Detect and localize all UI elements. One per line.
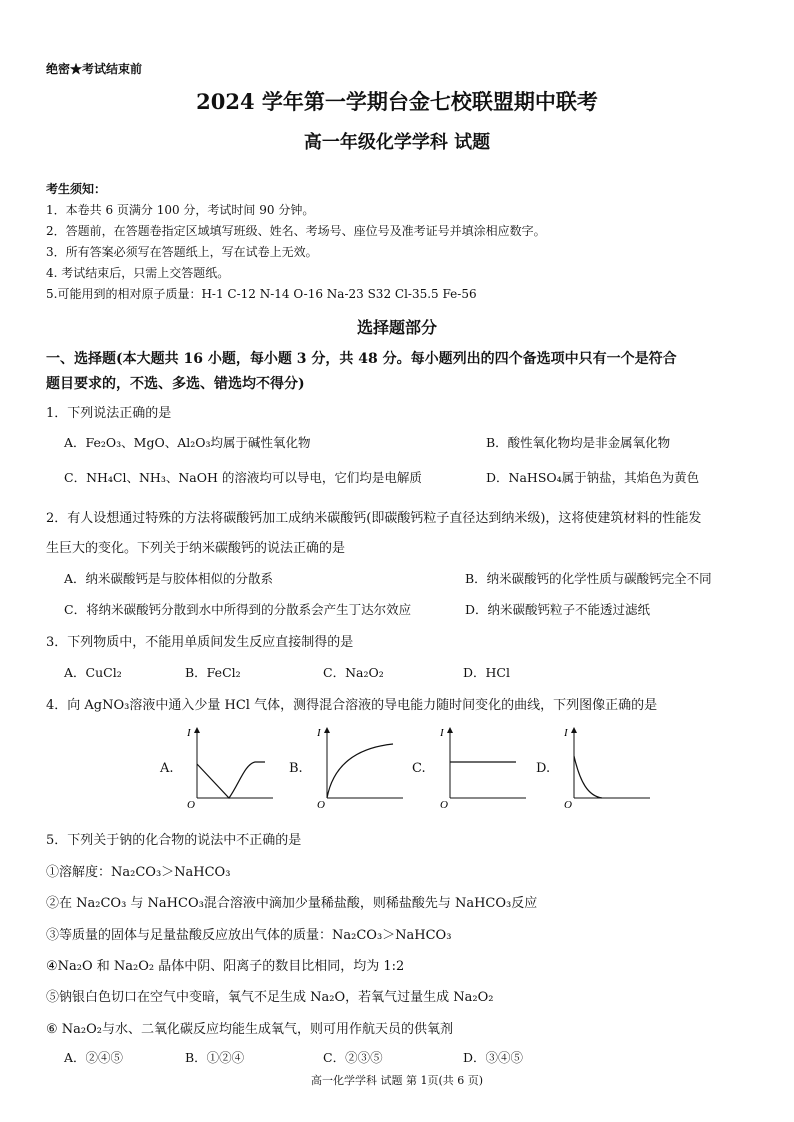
- note-item: 3．所有答案必须写在答题纸上，写在试卷上无效。: [46, 245, 318, 259]
- q2-option-b: B．纳米碳酸钙的化学性质与碳酸钙完全不同: [465, 571, 712, 586]
- q5-option-c: C．②③⑤: [323, 1050, 383, 1065]
- note-item: 4. 考试结束后，只需上交答题纸。: [46, 266, 230, 280]
- q4-graph-c-label: C.: [412, 761, 426, 776]
- q1-option-a: A．Fe₂O₃、MgO、Al₂O₃均属于碱性氧化物: [64, 435, 311, 450]
- q5-statement: ⑤钠银白色切口在空气中变暗，氧气不足生成 Na₂O，若氧气过量生成 Na₂O₂: [46, 990, 494, 1005]
- q5-statement: ③等质量的固体与足量盐酸反应放出气体的质量：Na₂CO₃＞NaHCO₃: [46, 928, 452, 943]
- q2-option-a: A．纳米碳酸钙是与胶体相似的分散系: [64, 571, 274, 586]
- note-item: 5.可能用到的相对原子质量：H-1 C-12 N-14 O-16 Na-23 S32 Cl-35.5 Fe-56: [46, 287, 477, 301]
- q5-statement: ①溶解度：Na₂CO₃＞NaHCO₃: [46, 865, 231, 880]
- q5-stem: 5．下列关于钠的化合物的说法中不正确的是: [46, 833, 302, 848]
- q5-statement: ④Na₂O 和 Na₂O₂ 晶体中阴、阳离子的数目比相同，均为 1:2: [46, 959, 405, 974]
- q4-graph-b: [315, 726, 405, 810]
- q5-statement: ⑥ Na₂O₂与水、二氧化碳反应均能生成氧气，则可用作航天员的供氧剂: [46, 1022, 453, 1037]
- q1-option-d: D．NaHSO₄属于钠盐，其焰色为黄色: [486, 470, 700, 485]
- y-axis-label: I: [564, 727, 568, 739]
- page-footer: 高一化学学科 试题 第 1页(共 6 页): [310, 1074, 484, 1087]
- curve: [574, 756, 602, 798]
- q5-option-d: D．③④⑤: [463, 1050, 524, 1065]
- section-title: 选择题部分: [356, 318, 437, 337]
- q2-stem-line1: 2．有人设想通过特殊的方法将碳酸钙加工成纳米碳酸钙(即碳酸钙粒子直径达到纳米级)，这将使建筑材料的性能发: [46, 511, 702, 526]
- curve: [197, 762, 265, 798]
- exam-subtitle: 高一年级化学学科 试题: [303, 132, 491, 153]
- y-axis-label: I: [440, 727, 444, 739]
- q1-option-c: C．NH₄Cl、NH₃、NaOH 的溶液均可以导电，它们均是电解质: [64, 470, 422, 485]
- exam-title: 2024 学年第一学期台金七校联盟期中联考: [196, 89, 598, 114]
- q1-stem: 1．下列说法正确的是: [46, 406, 172, 421]
- q3-stem: 3．下列物质中，不能用单质间发生反应直接制得的是: [46, 635, 354, 650]
- q4-stem: 4．向 AgNO₃溶液中通入少量 HCl 气体，测得混合溶液的导电能力随时间变化的曲线，下列图像正确的是: [46, 698, 658, 713]
- note-item: 1．本卷共 6 页满分 100 分，考试时间 90 分钟。: [46, 203, 315, 217]
- secret-label: 绝密★考试结束前: [46, 62, 143, 76]
- q4-graph-b-label: B.: [289, 761, 303, 776]
- q1-option-b: B．酸性氧化物均是非金属氧化物: [486, 435, 671, 450]
- q3-option-a: A．CuCl₂: [64, 665, 122, 680]
- q3-option-c: C．Na₂O₂: [323, 665, 384, 680]
- q2-option-c: C．将纳米碳酸钙分散到水中所得到的分散系会产生丁达尔效应: [64, 602, 412, 617]
- q5-statement: ②在 Na₂CO₃ 与 NaHCO₃混合溶液中滴加少量稀盐酸，则稀盐酸先与 NaHCO₃反应: [46, 896, 538, 911]
- y-axis-label: I: [317, 727, 321, 739]
- q2-stem-line2: 生巨大的变化。下列关于纳米碳酸钙的说法正确的是: [46, 541, 346, 556]
- q3-option-b: B．FeCl₂: [185, 665, 241, 680]
- q2-option-d: D．纳米碳酸钙粒子不能透过滤纸: [465, 602, 651, 617]
- origin-label: O: [317, 799, 325, 810]
- q3-option-d: D．HCl: [463, 665, 510, 680]
- y-axis-label: I: [187, 727, 191, 739]
- q5-option-b: B．①②④: [185, 1050, 245, 1065]
- q4-graph-c: [438, 726, 528, 810]
- q4-graph-a-label: A.: [160, 761, 174, 776]
- q4-graph-d-label: D.: [536, 761, 551, 776]
- q5-option-a: A．②④⑤: [64, 1050, 124, 1065]
- origin-label: O: [440, 799, 448, 810]
- part-instruction-line1: 一、选择题(本大题共 16 小题，每小题 3 分，共 48 分。每小题列出的四个备选项中只有一个是符合: [46, 351, 677, 367]
- note-item: 2．答题前，在答题卷指定区域填写班级、姓名、考场号、座位号及准考证号并填涂相应数字。: [46, 224, 546, 238]
- q4-graph-a: [185, 726, 275, 810]
- curve: [327, 744, 393, 798]
- origin-label: O: [564, 799, 572, 810]
- q4-graph-d: [562, 726, 652, 810]
- origin-label: O: [187, 799, 195, 810]
- notes-title: 考生须知：: [46, 182, 107, 196]
- part-instruction-line2: 题目要求的，不选、多选、错选均不得分): [46, 376, 305, 392]
